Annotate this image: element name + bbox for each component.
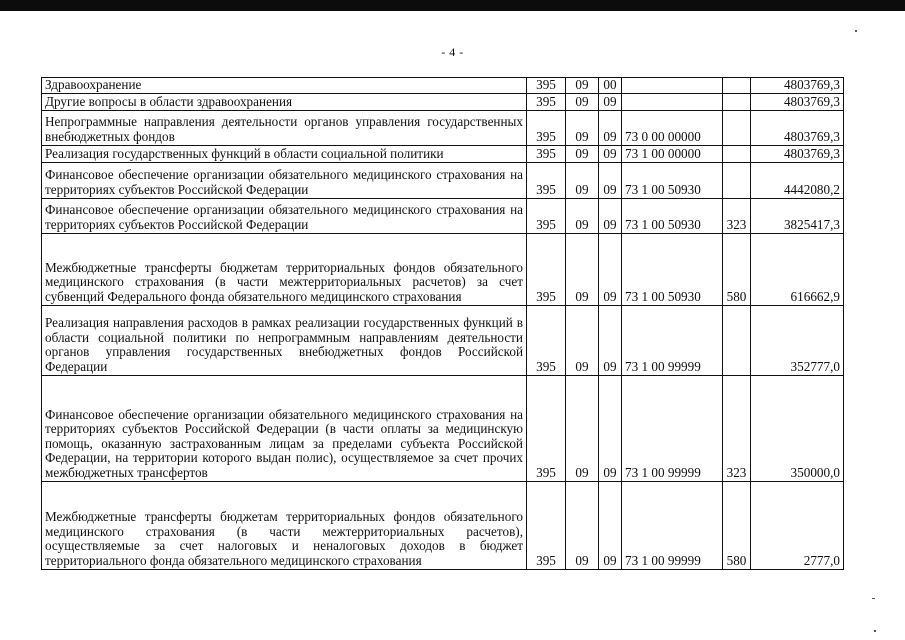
row-target-article: 73 1 00 00000	[622, 145, 723, 162]
row-amount: 3825417,3	[751, 198, 844, 233]
row-admin-code: 395	[527, 78, 566, 94]
row-target-article: 73 1 00 50930	[622, 198, 723, 233]
row-target-article	[622, 93, 723, 110]
row-target-article: 73 1 00 99999	[622, 375, 723, 481]
table-row	[42, 375, 844, 481]
row-subsection-code: 09	[599, 93, 622, 110]
row-amount: 4803769,3	[751, 93, 844, 110]
row-target-article: 73 1 00 50930	[622, 233, 723, 305]
scan-speck	[872, 598, 875, 599]
row-section-code: 09	[566, 93, 599, 110]
row-admin-code: 395	[527, 233, 566, 305]
row-section-code: 09	[566, 233, 599, 305]
row-expense-type	[723, 78, 751, 94]
scan-speck	[855, 30, 857, 32]
row-expense-type	[723, 305, 751, 375]
row-section-code: 09	[566, 481, 599, 569]
row-target-article: 73 1 00 99999	[622, 481, 723, 569]
row-admin-code: 395	[527, 145, 566, 162]
row-amount: 4803769,3	[751, 145, 844, 162]
row-amount: 4803769,3	[751, 110, 844, 145]
row-name: Финансовое обеспечение организации обязательного медицинского страхования на территориях субъектов Российской Федерации	[42, 162, 527, 198]
row-subsection-code: 09	[599, 481, 622, 569]
row-subsection-code: 00	[599, 78, 622, 94]
table-row	[42, 305, 844, 375]
row-section-code: 09	[566, 305, 599, 375]
row-admin-code: 395	[527, 93, 566, 110]
row-section-code: 09	[566, 162, 599, 198]
table-row	[42, 162, 844, 198]
row-subsection-code: 09	[599, 305, 622, 375]
row-name: Межбюджетные трансферты бюджетам территориальных фондов обязательного медицинского страхования (в части межтерриториальных расчетов) за счет субвенций Федерального фонда обязательного медицинского страхования	[42, 233, 527, 305]
row-name: Финансовое обеспечение организации обязательного медицинского страхования на территориях субъектов Российской Федерации	[42, 198, 527, 233]
row-name: Финансовое обеспечение организации обязательного медицинского страхования на территориях субъектов Российской Федерации (в части оплаты за медицинскую помощь, оказанную застрахованным лицам за пределами субъекта Российской Федерации, на территории которого выдан полис), осуществляемое за счет прочих межбюджетных трансфертов	[42, 375, 527, 481]
row-expense-type	[723, 145, 751, 162]
row-expense-type: 580	[723, 233, 751, 305]
row-target-article	[622, 78, 723, 94]
budget-table-body	[42, 78, 844, 570]
page-number: - 4 -	[441, 45, 464, 59]
row-subsection-code: 09	[599, 162, 622, 198]
row-name: Здравоохранение	[42, 78, 527, 94]
scan-speck	[874, 630, 876, 632]
row-expense-type: 323	[723, 198, 751, 233]
row-section-code: 09	[566, 110, 599, 145]
table-row	[42, 233, 844, 305]
row-admin-code: 395	[527, 481, 566, 569]
row-expense-type: 580	[723, 481, 751, 569]
row-expense-type	[723, 110, 751, 145]
table-row	[42, 145, 844, 162]
row-subsection-code: 09	[599, 233, 622, 305]
row-admin-code: 395	[527, 162, 566, 198]
row-section-code: 09	[566, 78, 599, 94]
scan-top-edge	[0, 0, 905, 11]
row-target-article: 73 0 00 00000	[622, 110, 723, 145]
row-target-article: 73 1 00 50930	[622, 162, 723, 198]
table-row	[42, 481, 844, 569]
row-subsection-code: 09	[599, 110, 622, 145]
row-amount: 352777,0	[751, 305, 844, 375]
row-section-code: 09	[566, 198, 599, 233]
row-target-article: 73 1 00 99999	[622, 305, 723, 375]
row-subsection-code: 09	[599, 198, 622, 233]
row-amount: 2777,0	[751, 481, 844, 569]
row-name: Другие вопросы в области здравоохранения	[42, 93, 527, 110]
row-admin-code: 395	[527, 305, 566, 375]
row-expense-type	[723, 162, 751, 198]
row-amount: 616662,9	[751, 233, 844, 305]
table-row	[42, 93, 844, 110]
row-subsection-code: 09	[599, 375, 622, 481]
row-name: Реализация направления расходов в рамках реализации государственных функций в области социальной политики по непрограммным направлениям деятельности органов управления государственных внебюджетных фондов Российской Федерации	[42, 305, 527, 375]
row-name: Реализация государственных функций в области социальной политики	[42, 145, 527, 162]
row-amount: 4442080,2	[751, 162, 844, 198]
table-row	[42, 198, 844, 233]
row-subsection-code: 09	[599, 145, 622, 162]
table-row	[42, 78, 844, 94]
row-section-code: 09	[566, 375, 599, 481]
budget-table	[41, 77, 844, 570]
row-name: Непрограммные направления деятельности органов управления государственных внебюджетных фондов	[42, 110, 527, 145]
row-expense-type	[723, 93, 751, 110]
row-name: Межбюджетные трансферты бюджетам территориальных фондов обязательного медицинского страхования (в части межтерриториальных расчетов), осуществляемые за счет налоговых и неналоговых доходов в бюджет территориального фонда обязательного медицинского страхования	[42, 481, 527, 569]
row-admin-code: 395	[527, 110, 566, 145]
row-admin-code: 395	[527, 198, 566, 233]
row-expense-type: 323	[723, 375, 751, 481]
row-amount: 4803769,3	[751, 78, 844, 94]
row-admin-code: 395	[527, 375, 566, 481]
table-row	[42, 110, 844, 145]
row-amount: 350000,0	[751, 375, 844, 481]
row-section-code: 09	[566, 145, 599, 162]
